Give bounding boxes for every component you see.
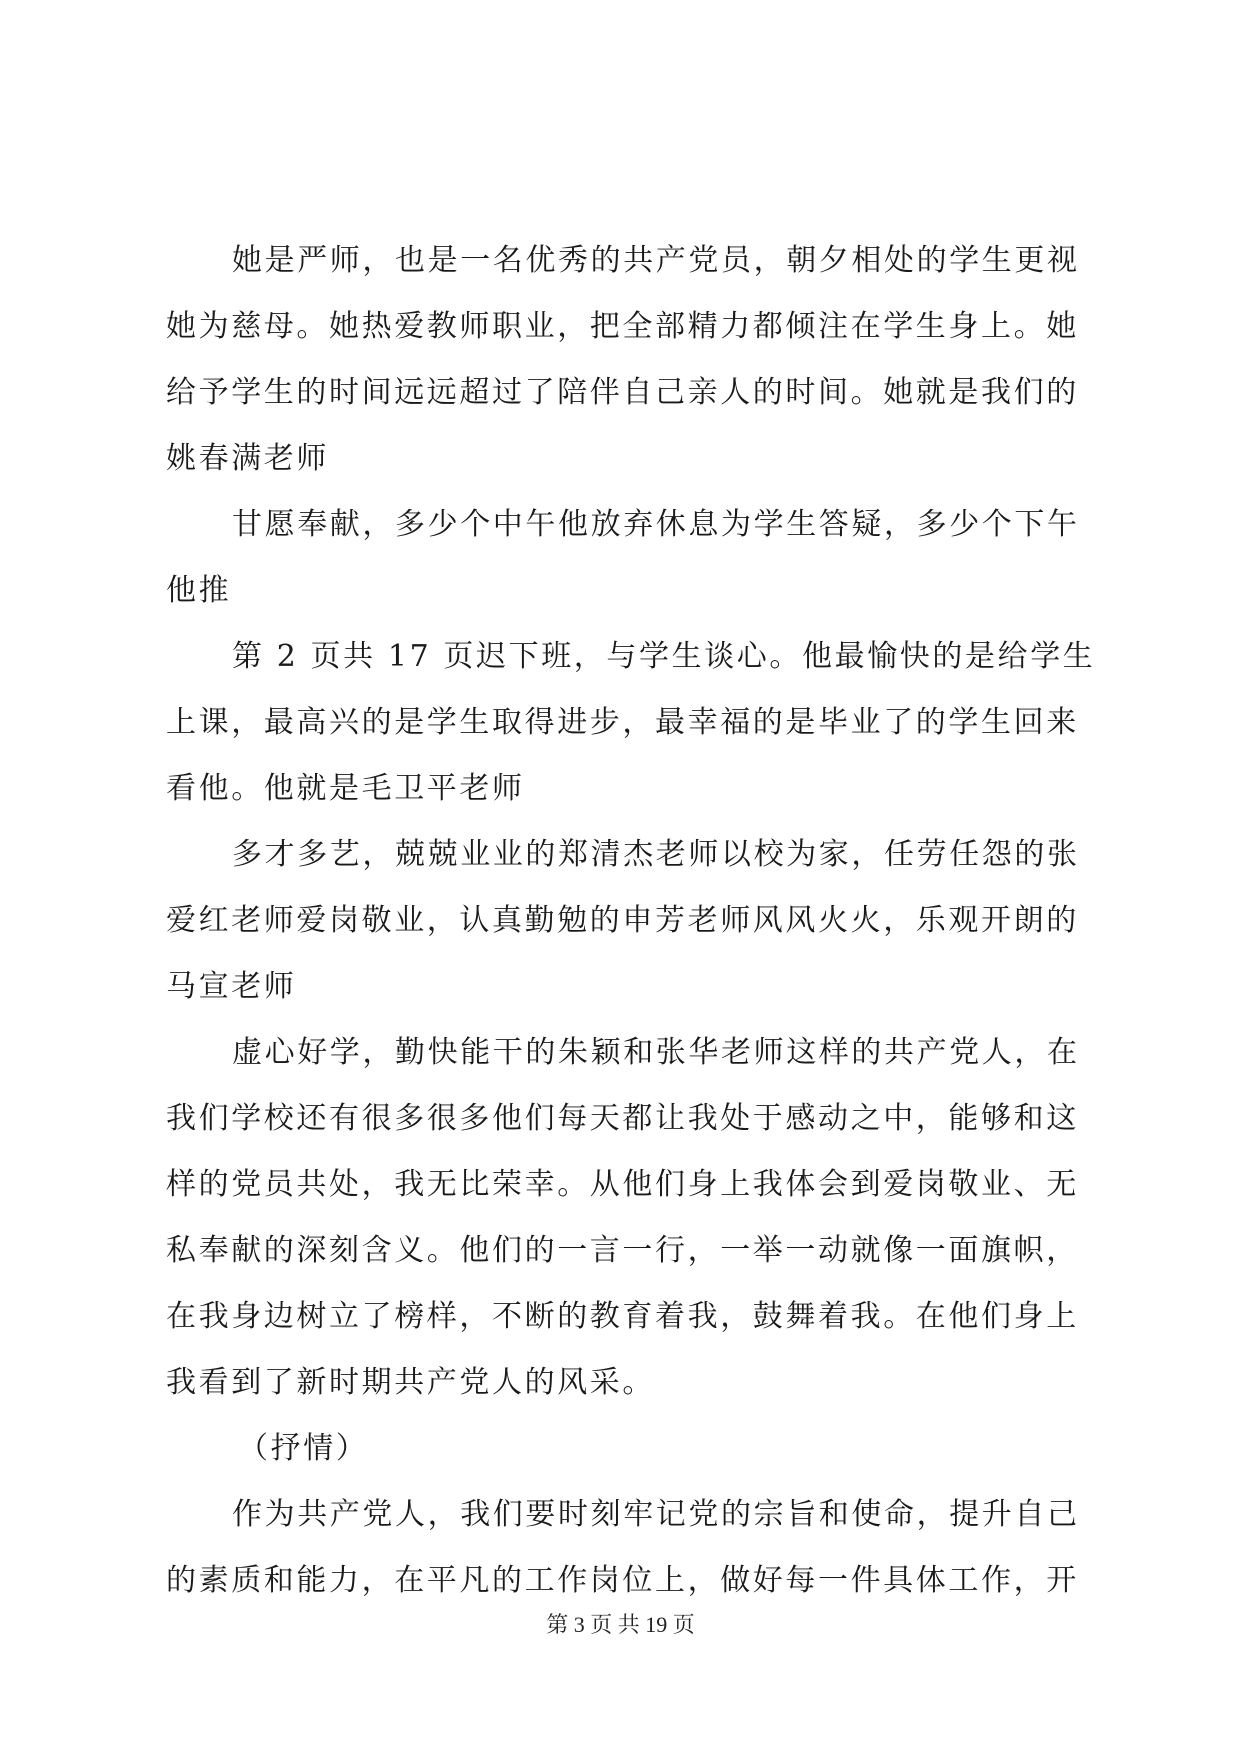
text-line: （抒情） bbox=[238, 1431, 369, 1466]
text-line: 作为共产党人，我们要时刻牢记党的宗旨和使命，提升自己 bbox=[232, 1497, 1080, 1532]
text-line: 第 2 页共 17 页迟下班，与学生谈心。他最愉快的是给学生 bbox=[232, 639, 1096, 674]
text-line: 虚心好学，勤快能干的朱颖和张华老师这样的共产党人，在 bbox=[232, 1035, 1080, 1070]
text-line: 她是严师，也是一名优秀的共产党员，朝夕相处的学生更视 bbox=[232, 243, 1080, 278]
text-line: 的素质和能力，在平凡的工作岗位上，做好每一件具体工作，开 bbox=[166, 1563, 1079, 1598]
text-line: 爱红老师爱岗敬业，认真勤勉的申芳老师风风火火，乐观开朗的 bbox=[166, 903, 1079, 938]
text-line: 上课，最高兴的是学生取得进步，最幸福的是毕业了的学生回来 bbox=[166, 705, 1079, 740]
text-line: 他推 bbox=[166, 573, 232, 608]
text-line: 样的党员共处，我无比荣幸。从他们身上我体会到爱岗敬业、无 bbox=[166, 1167, 1079, 1202]
text-line: 姚春满老师 bbox=[166, 441, 329, 476]
text-line: 我看到了新时期共产党人的风采。 bbox=[166, 1365, 655, 1400]
text-line: 马宣老师 bbox=[166, 969, 297, 1004]
text-line: 多才多艺，兢兢业业的郑清杰老师以校为家，任劳任怨的张 bbox=[232, 837, 1080, 872]
text-line: 给予学生的时间远远超过了陪伴自己亲人的时间。她就是我们的 bbox=[166, 375, 1079, 410]
text-line: 私奉献的深刻含义。他们的一言一行，一举一动就像一面旗帜， bbox=[166, 1233, 1079, 1268]
text-line: 她为慈母。她热爱教师职业，把全部精力都倾注在学生身上。她 bbox=[166, 309, 1079, 344]
text-line: 在我身边树立了榜样，不断的教育着我，鼓舞着我。在他们身上 bbox=[166, 1299, 1079, 1334]
text-line: 看他。他就是毛卫平老师 bbox=[166, 771, 525, 806]
text-line: 甘愿奉献，多少个中午他放弃休息为学生答疑，多少个下午 bbox=[232, 507, 1080, 542]
text-line: 我们学校还有很多很多他们每天都让我处于感动之中，能够和这 bbox=[166, 1101, 1079, 1136]
body-text bbox=[166, 228, 1096, 1614]
page-footer: 第 3 页 共 19 页 bbox=[546, 1612, 695, 1637]
